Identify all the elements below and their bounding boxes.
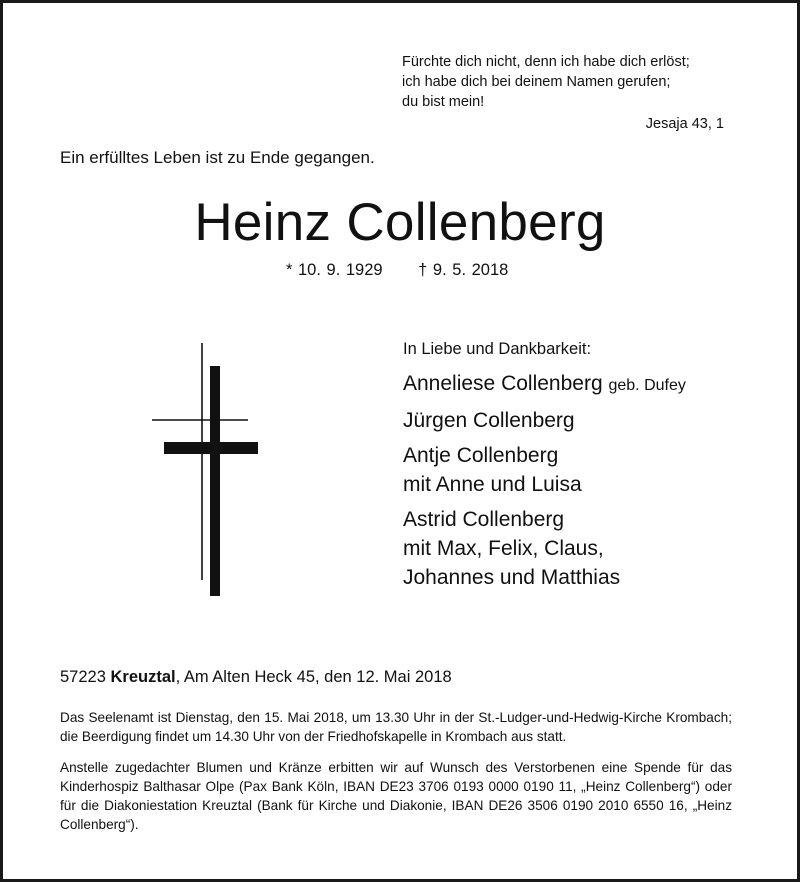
place-date-line <box>60 668 452 687</box>
mourner-name: Astrid Collenberg <box>403 508 565 531</box>
cross-bold-horizontal <box>164 442 258 454</box>
mourner-entry <box>403 505 763 592</box>
quote-reference: Jesaja 43, 1 <box>645 116 724 132</box>
mourner-entry <box>403 369 763 400</box>
mourner-note: geb. Dufey <box>608 377 686 394</box>
mourner-entry <box>403 406 763 435</box>
quote-line: Fürchte dich nicht, denn ich habe dich erlöst; <box>402 54 690 70</box>
mourner-line: mit Anne und Luisa <box>403 473 582 496</box>
mourner-line: mit Max, Felix, Claus, <box>403 537 604 560</box>
mourner-entry <box>403 441 763 499</box>
service-info-paragraph: Das Seelenamt ist Dienstag, den 15. Mai 2018, um 13.30 Uhr in der St.-Ludger-und-Hedwig-Kirche Krombach; die Beerdigung findet um 14.30 Uhr von der Friedhofskapelle in Krombach aus statt. <box>60 710 732 744</box>
mourner-name: Anneliese Collenberg <box>403 372 603 395</box>
mourners-lead: In Liebe und Dankbarkeit: <box>403 340 592 358</box>
bible-quote <box>402 52 724 134</box>
mourner-line: Johannes und Matthias <box>403 566 621 589</box>
intro-text: Ein erfülltes Leben ist zu Ende gegangen. <box>60 148 375 167</box>
mourners-block <box>403 340 763 598</box>
quote-line: du bist mein! <box>402 94 485 110</box>
postcode: 57223 <box>60 668 106 686</box>
quote-line: ich habe dich bei deinem Namen gerufen; <box>402 74 671 90</box>
mourner-name: Jürgen Collenberg <box>403 409 575 432</box>
death-date: † 9. 5. 2018 <box>418 261 509 279</box>
mourner-name: Antje Collenberg <box>403 444 559 467</box>
cross-icon <box>150 340 262 598</box>
birth-date: * 10. 9. 1929 <box>286 261 383 279</box>
life-dates <box>286 261 508 280</box>
address-date: , Am Alten Heck 45, den 12. Mai 2018 <box>175 668 452 686</box>
deceased-name: Heinz Collenberg <box>194 193 606 252</box>
donation-paragraph: Anstelle zugedachter Blumen und Kränze erbitten wir auf Wunsch des Verstorbenen eine Spende für das Kinderhospiz Balthasar Olpe (Pax Bank Köln, IBAN DE23 3706 0193 0000 0190 11, „Heinz Collenberg“) oder für die Diakoniestation Kreuztal (Bank für Kirche und Diakonie, IBAN DE26 3506 0190 2010 6550 16, „Heinz Collenberg“). <box>60 760 732 832</box>
cross-bold-vertical <box>210 366 220 596</box>
city: Kreuztal <box>110 668 176 686</box>
